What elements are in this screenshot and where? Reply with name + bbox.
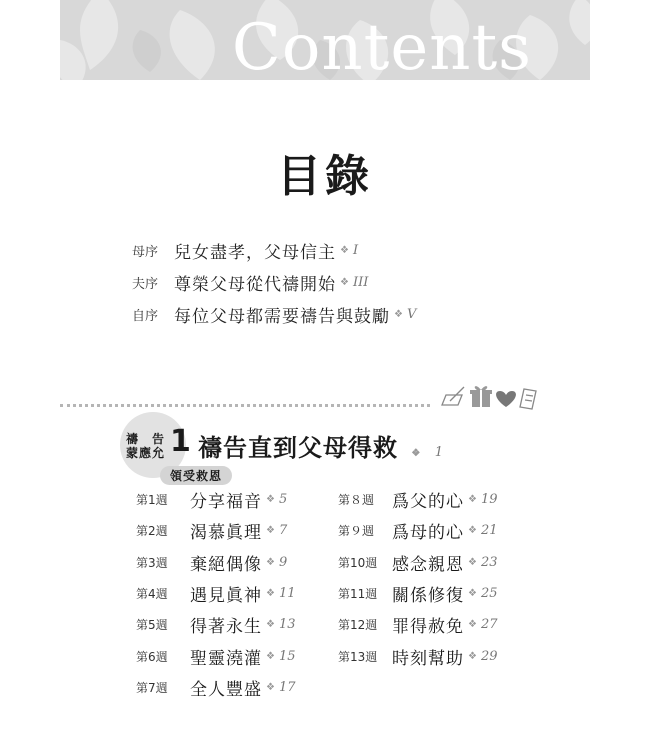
week-title: 分享福音 <box>190 492 262 513</box>
chapter-number: 1 <box>170 424 191 459</box>
week-label: 第９週 <box>338 524 375 539</box>
page-number: III <box>352 274 369 290</box>
page-number: 19 <box>480 492 498 508</box>
week-label: 第11週 <box>338 587 378 602</box>
diamond-icon: ❖ <box>340 276 349 288</box>
week-label: 第10週 <box>338 555 378 570</box>
week-item[interactable] <box>136 578 296 609</box>
week-item[interactable] <box>338 547 498 578</box>
preface-title: 尊榮父母從代禱開始 <box>174 274 336 295</box>
page-number: 29 <box>480 648 498 664</box>
preface-item[interactable] <box>132 298 416 330</box>
diamond-icon: ❖ <box>394 308 403 320</box>
diamond-icon: ❖ <box>468 588 477 600</box>
diamond-icon: ❖ <box>266 525 275 537</box>
diamond-icon: ❖ <box>266 588 275 600</box>
week-title: 關係修復 <box>392 586 464 607</box>
diamond-icon: ❖ <box>266 494 275 506</box>
week-item[interactable] <box>136 484 296 515</box>
week-item[interactable] <box>338 515 498 546</box>
page-number: 7 <box>278 523 288 539</box>
week-title: 爲父的心 <box>392 492 464 513</box>
page-number: 25 <box>480 586 498 602</box>
week-item[interactable] <box>136 547 296 578</box>
week-item[interactable] <box>338 640 498 671</box>
diamond-icon: ❖ <box>266 650 275 662</box>
week-item[interactable] <box>338 578 498 609</box>
diamond-icon: ❖ <box>266 556 275 568</box>
preface-list <box>132 234 416 330</box>
week-title: 感念親恩 <box>392 554 464 575</box>
week-item[interactable] <box>136 609 296 640</box>
week-label: 第6週 <box>136 649 168 664</box>
week-label: 第3週 <box>136 555 168 570</box>
pen-icon <box>442 387 464 405</box>
week-item[interactable] <box>136 640 296 671</box>
chapter-label: 禱 告 蒙應允 <box>126 432 166 460</box>
week-label: 第13週 <box>338 649 378 664</box>
week-list-left <box>136 484 296 703</box>
page-number: 15 <box>278 648 296 664</box>
week-title: 遇見眞神 <box>190 586 262 607</box>
preface-label: 母序 <box>132 244 159 260</box>
page-number: 21 <box>480 523 498 539</box>
chapter-subtitle: 領受救恩 <box>160 466 232 485</box>
chapter-title: 禱告直到父母得救 ❖ 1 <box>198 433 444 462</box>
page-number: 13 <box>278 617 296 633</box>
week-label: 第８週 <box>338 493 375 508</box>
week-item[interactable] <box>136 515 296 546</box>
preface-label: 自序 <box>132 308 159 324</box>
week-title: 罪得赦免 <box>392 617 464 638</box>
diamond-icon: ❖ <box>411 448 422 459</box>
chapter-header[interactable] <box>120 412 540 484</box>
diamond-icon: ❖ <box>468 525 477 537</box>
diamond-icon: ❖ <box>468 650 477 662</box>
preface-item[interactable] <box>132 234 416 266</box>
preface-item[interactable] <box>132 266 416 298</box>
week-label: 第7週 <box>136 680 168 695</box>
page-number: 9 <box>278 554 288 570</box>
page-number: 1 <box>434 445 444 460</box>
week-item[interactable] <box>338 609 498 640</box>
preface-title: 每位父母都需要禱告與鼓勵 <box>174 306 390 327</box>
diamond-icon: ❖ <box>266 681 275 693</box>
page-number: 27 <box>480 617 498 633</box>
week-label: 第5週 <box>136 618 168 633</box>
page-number: 11 <box>278 586 296 602</box>
week-title: 渴慕眞理 <box>190 523 262 544</box>
header-band <box>60 0 590 80</box>
preface-title: 兒女盡孝，父母信主 <box>174 242 336 263</box>
week-title: 棄絕偶像 <box>190 554 262 575</box>
diamond-icon: ❖ <box>468 556 477 568</box>
page-number: 5 <box>278 492 288 508</box>
week-title: 聖靈澆灌 <box>190 648 262 669</box>
diamond-icon: ❖ <box>468 619 477 631</box>
note-icon <box>520 389 536 409</box>
week-title: 得著永生 <box>190 617 262 638</box>
diamond-icon: ❖ <box>340 244 349 256</box>
preface-label: 夫序 <box>132 276 159 292</box>
week-title: 時刻幫助 <box>392 648 464 669</box>
page-number: I <box>352 242 359 258</box>
week-item[interactable] <box>136 672 296 703</box>
decorative-icons <box>440 383 540 413</box>
page-title: 目錄 <box>277 151 373 202</box>
dotted-divider <box>60 404 430 407</box>
page-number: 23 <box>480 554 498 570</box>
week-label: 第12週 <box>338 618 378 633</box>
page-number: V <box>406 306 417 322</box>
week-item[interactable] <box>338 484 498 515</box>
page-number: 17 <box>278 679 296 695</box>
gift-icon <box>470 386 492 407</box>
week-label: 第4週 <box>136 587 168 602</box>
week-list-right <box>338 484 498 672</box>
diamond-icon: ❖ <box>266 619 275 631</box>
week-title: 全人豐盛 <box>190 679 262 700</box>
contents-heading: Contents <box>231 11 532 80</box>
week-label: 第2週 <box>136 524 168 539</box>
diamond-icon: ❖ <box>468 494 477 506</box>
week-title: 爲母的心 <box>392 523 464 544</box>
heart-icon <box>496 391 516 407</box>
week-label: 第1週 <box>136 493 168 508</box>
